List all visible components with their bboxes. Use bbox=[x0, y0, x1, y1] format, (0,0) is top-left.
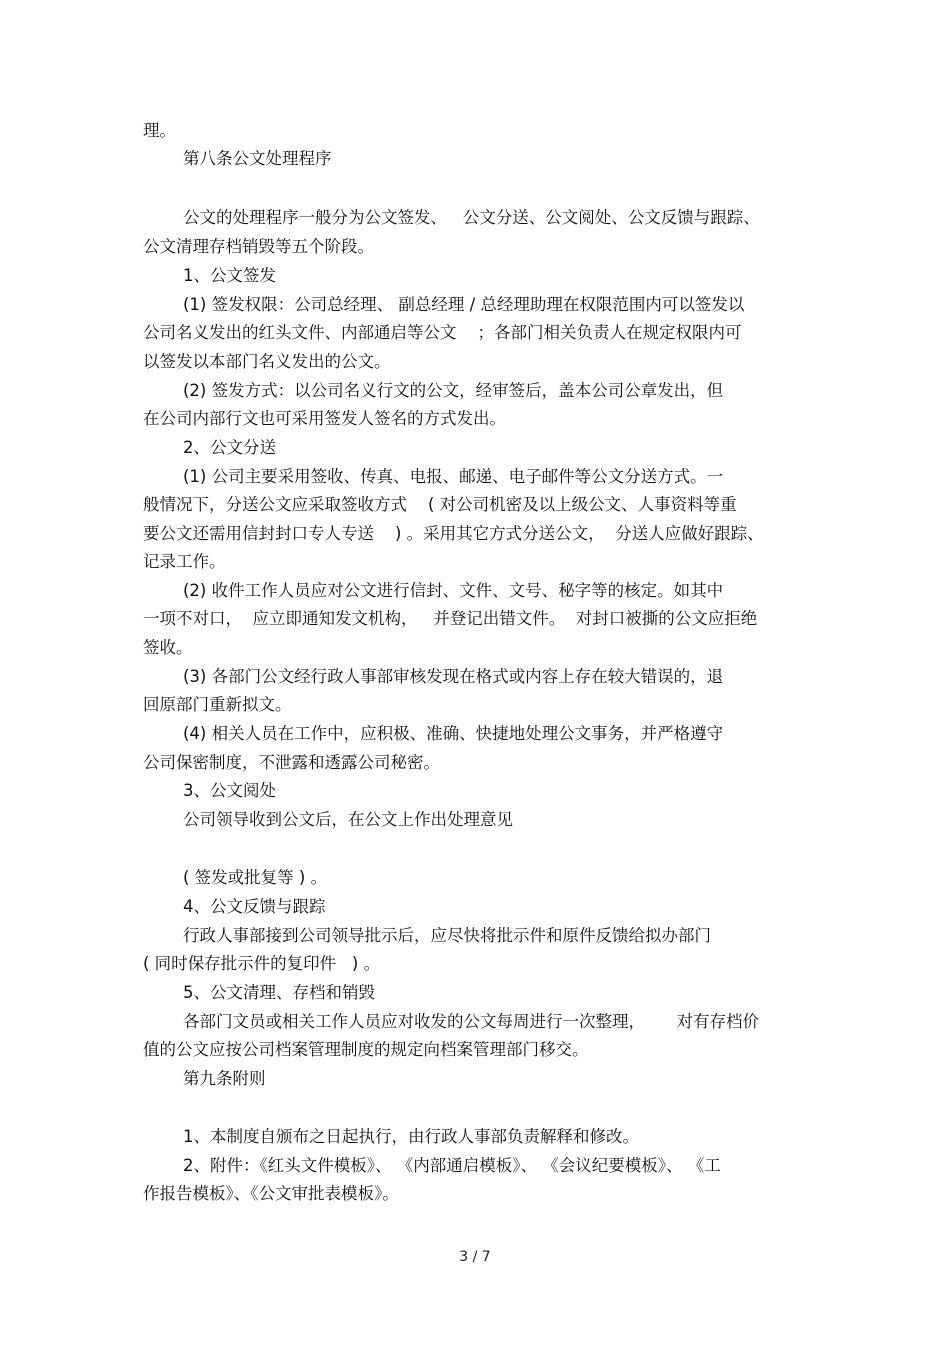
section-heading: 第九条附则 bbox=[183, 1069, 266, 1088]
text-line: ( 签发或批复等 ) 。 bbox=[183, 868, 328, 887]
subsection-heading: 1、公文签发 bbox=[183, 266, 276, 285]
text-line: 一项不对口， 应立即通知发文机构， 并登记出错文件。 对封口被撕的公文应拒绝 bbox=[143, 609, 758, 628]
text-line: 公司名义发出的红头文件、内部通启等公文 ；各部门相关负责人在规定权限内可 bbox=[143, 323, 742, 342]
text-line: 以签发以本部门名义发出的公文。 bbox=[143, 352, 391, 371]
text-line: (1) 公司主要采用签收、传真、电报、邮递、电子邮件等公文分送方式。一 bbox=[183, 467, 724, 486]
subsection-heading: 5、公文清理、存档和销毁 bbox=[183, 983, 375, 1002]
text-line: (4) 相关人员在工作中，应积极、准确、快捷地处理公文事务，并严格遵守 bbox=[183, 724, 724, 743]
page-number: 3 / 7 bbox=[459, 1249, 491, 1265]
text-line: 记录工作。 bbox=[143, 552, 226, 571]
text-line: (3) 各部门公文经行政人事部审核发现在格式或内容上存在较大错误的，退 bbox=[183, 667, 724, 686]
text-line: 在公司内部行文也可采用签发人签名的方式发出。 bbox=[143, 409, 506, 428]
text-line: ( 同时保存批示件的复印件 ) 。 bbox=[143, 954, 381, 973]
subsection-heading: 2、公文分送 bbox=[183, 438, 276, 457]
text-line: 行政人事部接到公司领导批示后，应尽快将批示件和原件反馈给拟办部门 bbox=[183, 926, 711, 945]
text-line: 作报告模板》、《公文审批表模板》。 bbox=[143, 1184, 399, 1203]
text-line: 1、本制度自颁布之日起执行，由行政人事部负责解释和修改。 bbox=[183, 1127, 639, 1146]
text-line: 公司保密制度，不泄露和透露公司秘密。 bbox=[143, 753, 440, 772]
text-line: 回原部门重新拟文。 bbox=[143, 695, 292, 714]
text-line: (2) 签发方式：以公司名义行文的公文，经审签后，盖本公司公章发出，但 bbox=[183, 381, 724, 400]
section-heading: 第八条公文处理程序 bbox=[183, 149, 332, 168]
text-line: (1) 签发权限：公司总经理、 副总经理 / 总经理助理在权限范围内可以签发以 bbox=[183, 295, 745, 314]
text-line: 公文清理存档销毁等五个阶段。 bbox=[143, 237, 374, 256]
text-line: 各部门文员或相关工作人员应对收发的公文每周进行一次整理， 对有存档价 bbox=[183, 1012, 759, 1031]
text-line: 般情况下，分送公文应采取签收方式 ( 对公司机密及以上级公文、人事资料等重 bbox=[143, 495, 737, 514]
text-line: 2、附件：《红头文件模板》、 《内部通启模板》、 《会议纪要模板》、 《工 bbox=[183, 1156, 721, 1175]
subsection-heading: 3、公文阅处 bbox=[183, 781, 276, 800]
subsection-heading: 4、公文反馈与跟踪 bbox=[183, 897, 326, 916]
text-line: (2) 收件工作人员应对公文进行信封、文件、文号、秘字等的核定。如其中 bbox=[183, 581, 724, 600]
text-line: 理。 bbox=[143, 121, 176, 140]
text-line: 签收。 bbox=[143, 638, 193, 657]
text-line: 公司领导收到公文后，在公文上作出处理意见 bbox=[183, 810, 513, 829]
text-line: 要公文还需用信封封口专人专送 ) 。采用其它方式分送公文， 分送人应做好跟踪、 bbox=[143, 524, 764, 543]
text-line: 值的公文应按公司档案管理制度的规定向档案管理部门移交。 bbox=[143, 1040, 589, 1059]
text-line: 公文的处理程序一般分为公文签发、 公文分送、公文阅处、公文反馈与跟踪、 bbox=[183, 208, 760, 227]
